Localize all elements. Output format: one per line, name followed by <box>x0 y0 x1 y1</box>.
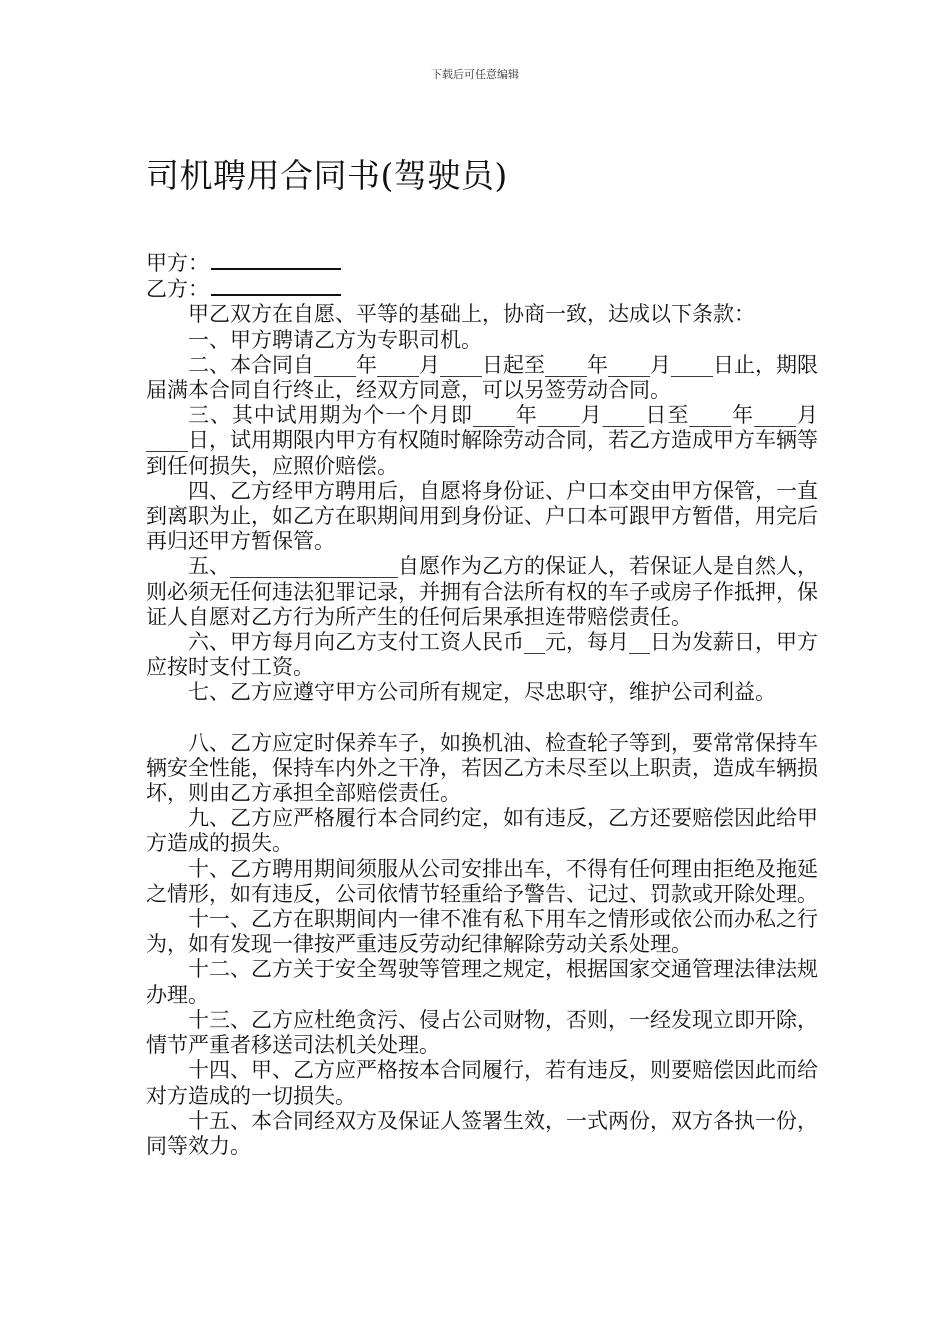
clause-10: 十、乙方聘用期间须服从公司安排出车，不得有任何理由拒绝及拖延之情形，如有违反，公司依情节轻重给予警告、记过、罚款或开除处理。 <box>146 856 818 906</box>
clause-1: 一、甲方聘请乙方为专职司机。 <box>188 327 482 352</box>
clause-7: 七、乙方应遵守甲方公司所有规定，尽忠职守，维护公司利益。 <box>188 680 776 705</box>
clause-8: 八、乙方应定时保养车子，如换机油、检查轮子等到，要常常保持车辆安全性能，保持车内外之干净，若因乙方未尽至以上职责，造成车辆损坏，则由乙方承担全部赔偿责任。 <box>146 730 818 806</box>
party-a-line <box>146 250 818 276</box>
party-b-label: 乙方： <box>146 277 209 302</box>
party-b-blank <box>211 276 341 296</box>
party-b-line <box>146 276 818 302</box>
clause-3: 三、其中试用期为个一个月即____年____月____日至____年____月____日，试用期限内甲方有权随时解除劳动合同，若乙方造成甲方车辆等到任何损失，应照价赔偿。 <box>146 403 818 478</box>
clause-9: 九、乙方应严格履行本合同约定，如有违反，乙方还要赔偿因此给甲方造成的损失。 <box>146 806 818 856</box>
contract-body <box>146 250 818 1159</box>
document-title: 司机聘用合同书(驾驶员) <box>146 156 508 195</box>
paragraph-gap <box>146 706 818 731</box>
clause-6: 六、甲方每月向乙方支付工资人民币__元，每月__日为发薪日，甲方应按时支付工资。 <box>146 630 818 680</box>
clause-2: 二、本合同自____年____月____日起至____年____月____日止，期限届满本合同自行终止，经双方同意，可以另签劳动合同。 <box>146 352 818 403</box>
clause-11: 十一、乙方在职期间内一律不准有私下用车之情形或依公而办私之行为，如有发现一律按严重违反劳动纪律解除劳动关系处理。 <box>146 907 818 957</box>
clause-14: 十四、甲、乙方应严格按本合同履行，若有违反，则要赔偿因此而给对方造成的一切损失。 <box>146 1058 818 1108</box>
clause-12: 十二、乙方关于安全驾驶等管理之规定，根据国家交通管理法律法规办理。 <box>146 957 818 1007</box>
party-a-label: 甲方： <box>146 251 209 275</box>
header-note: 下载后可任意编辑 <box>431 68 519 81</box>
clause-4: 四、乙方经甲方聘用后，自愿将身份证、户口本交由甲方保管，一直到离职为止，如乙方在职期间用到身份证、户口本可跟甲方暂借，用完后再归还甲方暂保管。 <box>146 478 818 554</box>
clause-13: 十三、乙方应杜绝贪污、侵占公司财物，否则，一经发现立即开除，情节严重者移送司法机关处理。 <box>146 1007 818 1058</box>
clause-15: 十五、本合同经双方及保证人签署生效，一式两份，双方各执一份，同等效力。 <box>146 1108 818 1158</box>
clause-5: 五、________________自愿作为乙方的保证人，若保证人是自然人，则必须无任何违法犯罪记录，并拥有合法所有权的车子或房子作抵押，保证人自愿对乙方行为所产生的任何后果承担连带赔偿责任。 <box>146 554 818 629</box>
paragraph-intro: 甲乙双方在自愿、平等的基础上，协商一致，达成以下条款： <box>188 302 755 327</box>
party-a-blank <box>211 250 341 270</box>
